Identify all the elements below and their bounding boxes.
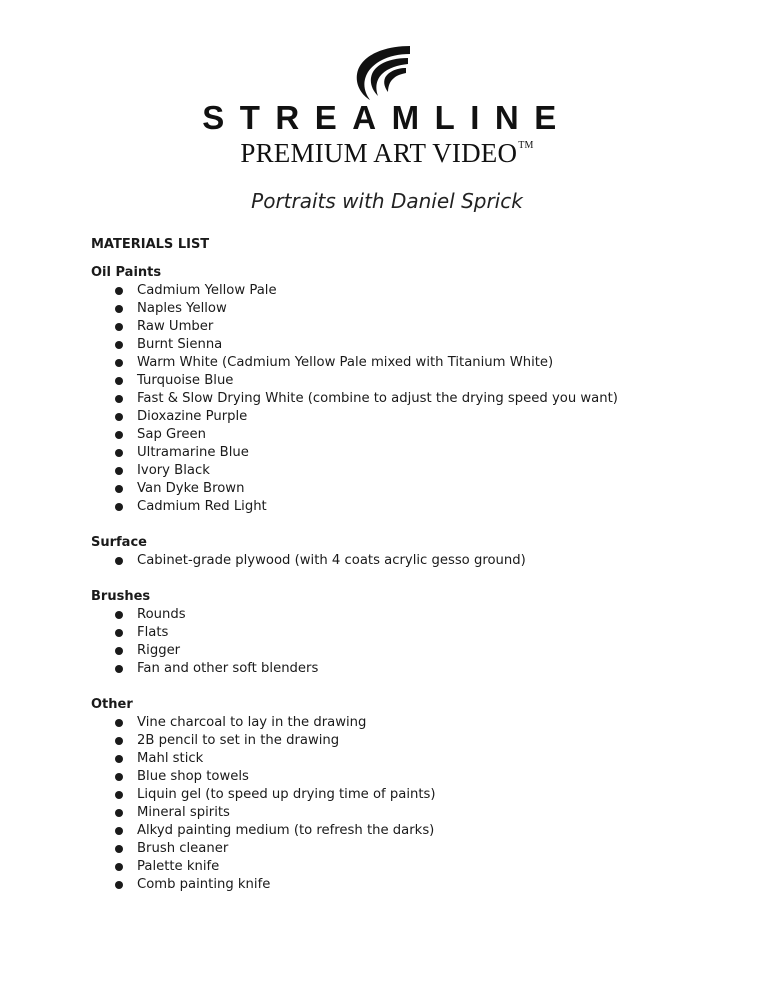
list-item <box>91 858 731 876</box>
section-heading: Other <box>91 697 133 712</box>
bullet-icon <box>115 449 123 457</box>
materials-sections <box>91 264 731 894</box>
bullet-icon <box>115 377 123 385</box>
list-item-text: 2B pencil to set in the drawing <box>137 733 340 748</box>
bullet-icon <box>115 305 123 313</box>
section-heading: Surface <box>91 535 147 550</box>
list-item <box>91 426 731 444</box>
materials-content <box>91 236 731 912</box>
bullet-icon <box>115 719 123 727</box>
bullet-icon <box>115 287 123 295</box>
bullet-icon <box>115 737 123 745</box>
bullet-icon <box>115 431 123 439</box>
list-item <box>91 624 731 642</box>
list-item-text: Cadmium Red Light <box>137 499 267 514</box>
bullet-icon <box>115 755 123 763</box>
list-item-text: Rounds <box>137 607 186 622</box>
list-item-text: Cabinet-grade plywood (with 4 coats acrylic gesso ground) <box>137 553 526 568</box>
streamline-swoosh-logo-icon <box>352 44 414 102</box>
materials-list <box>91 282 731 516</box>
list-item <box>91 372 731 390</box>
list-item <box>91 840 731 858</box>
list-item <box>91 768 731 786</box>
materials-list-heading: MATERIALS LIST <box>91 237 210 252</box>
list-item-text: Comb painting knife <box>137 877 271 892</box>
bullet-icon <box>115 845 123 853</box>
list-item-text: Flats <box>137 625 169 640</box>
bullet-icon <box>115 647 123 655</box>
materials-list <box>91 714 731 894</box>
section-heading: Brushes <box>91 589 151 604</box>
list-item-text: Burnt Sienna <box>137 337 223 352</box>
bullet-icon <box>115 413 123 421</box>
list-item <box>91 732 731 750</box>
list-item-text: Brush cleaner <box>137 841 229 856</box>
list-item <box>91 804 731 822</box>
list-item-text: Rigger <box>137 643 181 658</box>
logo-wordmark: STREAMLINE <box>202 99 572 136</box>
list-item <box>91 642 731 660</box>
list-item-text: Van Dyke Brown <box>137 481 245 496</box>
bullet-icon <box>115 809 123 817</box>
list-item-text: Vine charcoal to lay in the drawing <box>137 715 367 730</box>
logo-tagline-text: PREMIUM ART VIDEO <box>240 138 518 168</box>
materials-list <box>91 606 731 678</box>
bullet-icon <box>115 485 123 493</box>
bullet-icon <box>115 395 123 403</box>
list-item-text: Liquin gel (to speed up drying time of paints) <box>137 787 436 802</box>
bullet-icon <box>115 557 123 565</box>
bullet-icon <box>115 881 123 889</box>
bullet-icon <box>115 341 123 349</box>
list-item-text: Naples Yellow <box>137 301 227 316</box>
list-item-text: Fast & Slow Drying White (combine to adjust the drying speed you want) <box>137 391 618 406</box>
list-item-text: Alkyd painting medium (to refresh the darks) <box>137 823 435 838</box>
list-item-text: Palette knife <box>137 859 220 874</box>
bullet-icon <box>115 323 123 331</box>
materials-section <box>91 534 731 570</box>
list-item <box>91 462 731 480</box>
materials-section <box>91 264 731 516</box>
list-item-text: Raw Umber <box>137 319 214 334</box>
list-item <box>91 876 731 894</box>
list-item <box>91 606 731 624</box>
materials-list <box>91 552 731 570</box>
list-item <box>91 822 731 840</box>
bullet-icon <box>115 629 123 637</box>
list-item-text: Sap Green <box>137 427 206 442</box>
list-item <box>91 552 731 570</box>
list-item-text: Blue shop towels <box>137 769 249 784</box>
materials-section <box>91 588 731 678</box>
list-item <box>91 480 731 498</box>
bullet-icon <box>115 791 123 799</box>
list-item <box>91 282 731 300</box>
bullet-icon <box>115 359 123 367</box>
bullet-icon <box>115 773 123 781</box>
trademark-symbol: TM <box>518 140 534 151</box>
list-item <box>91 300 731 318</box>
bullet-icon <box>115 827 123 835</box>
list-item <box>91 660 731 678</box>
list-item <box>91 444 731 462</box>
list-item-text: Warm White (Cadmium Yellow Pale mixed with Titanium White) <box>137 355 554 370</box>
list-item-text: Mahl stick <box>137 751 204 766</box>
list-item <box>91 498 731 516</box>
bullet-icon <box>115 503 123 511</box>
document-title: Portraits with Daniel Sprick <box>251 189 523 213</box>
materials-section <box>91 696 731 894</box>
list-item-text: Cadmium Yellow Pale <box>137 283 277 298</box>
list-item <box>91 786 731 804</box>
bullet-icon <box>115 665 123 673</box>
list-item <box>91 750 731 768</box>
list-item-text: Dioxazine Purple <box>137 409 248 424</box>
list-item-text: Ivory Black <box>137 463 210 478</box>
list-item-text: Fan and other soft blenders <box>137 661 319 676</box>
list-item <box>91 318 731 336</box>
list-item <box>91 354 731 372</box>
section-heading: Oil Paints <box>91 265 162 280</box>
list-item <box>91 408 731 426</box>
list-item-text: Turquoise Blue <box>137 373 234 388</box>
bullet-icon <box>115 863 123 871</box>
list-item <box>91 714 731 732</box>
bullet-icon <box>115 467 123 475</box>
list-item-text: Mineral spirits <box>137 805 230 820</box>
list-item-text: Ultramarine Blue <box>137 445 249 460</box>
list-item <box>91 390 731 408</box>
list-item <box>91 336 731 354</box>
bullet-icon <box>115 611 123 619</box>
logo-tagline <box>200 130 574 169</box>
